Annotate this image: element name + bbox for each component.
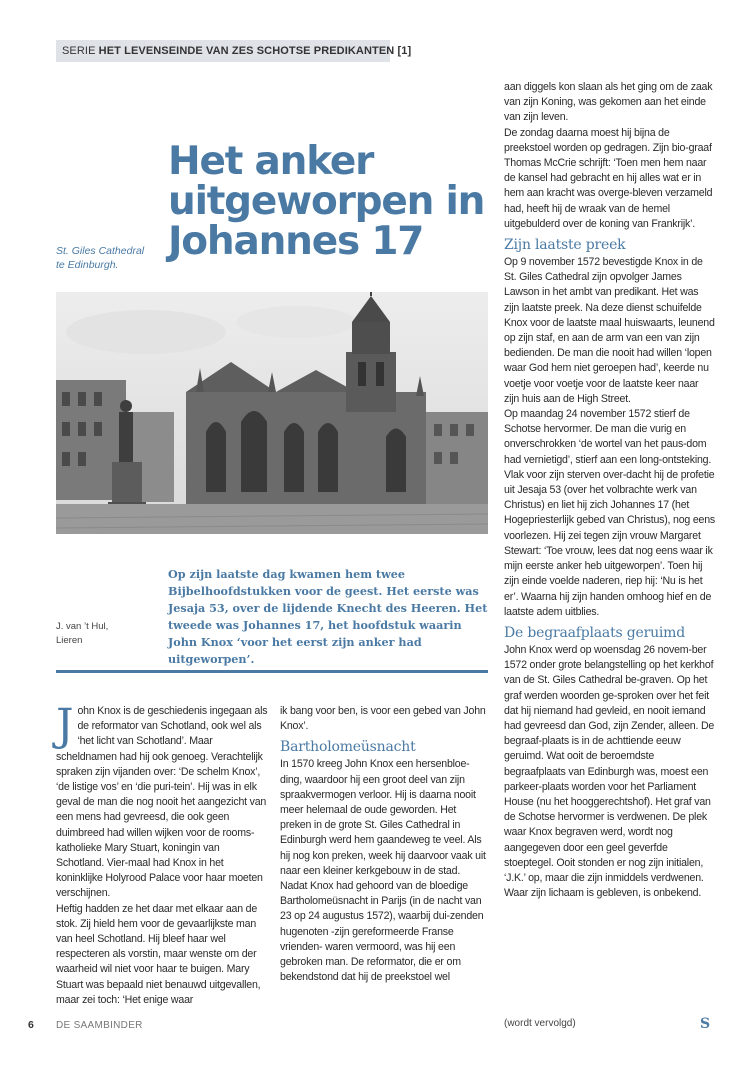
- author-credit: [56, 620, 108, 648]
- end-mark-icon: S: [700, 1016, 711, 1032]
- paragraph: Nadat Knox had gehoord van de bloedige Bartholomeüsnacht in Parijs (in de nacht van 23 op 24 augustus 1572), waarbij dui-zenden hugenoten -zijn gereformeerde Franse vrienden- waren vermoord, was hij een gebroken man. De reformator, die er om bekendstond dat hij de preekstoel wel: [280, 880, 484, 984]
- series-title: HET LEVENSEINDE VAN ZES SCHOTSE PREDIKANTEN [1]: [98, 45, 412, 57]
- paragraph: ohn Knox is de geschiedenis ingegaan als de reformator van Schotland, ook wel als ‘het licht van Schotland’. Maar scheldnamen had hij ook genoeg. Verachtelijk spraken zijn vijanden over: ‘De schelm Knox’, ‘de listige vos’ en ‘die puri-tein’. Hij was in elk geval de man die nog nooit het aangezicht van een mens had gevreesd, die ook geen duimbreed had willen wijken voor de rooms-katholieke Mary Stuart, koningin van Schotland. Vier-maal had Knox in het koninklijke Holyrood Palace voor haar moeten verschijnen.: [56, 705, 268, 900]
- intro-text: Op zijn laatste dag kwamen hem twee Bijbelhoofdstukken voor de geest. Het eerste was Jesaja 53, over de lijdende Knecht des Heeren. Het tweede was Johannes 17, het hoofdstuk waarin John Knox ‘voor het eerst zijn anker had uitgeworpen’.: [168, 567, 488, 666]
- cathedral-illustration: [56, 292, 488, 534]
- author-name: J. van ’t Hul,: [56, 621, 109, 632]
- author-place: Lieren: [56, 635, 83, 646]
- paragraph: Heftig hadden ze het daar met elkaar aan de stok. Zij hield hem voor de gevaarlijkste man van heel Schotland. Hij bleef haar wel respecteren als vorstin, maar wenste om der waarheid wil niet voor haar te buigen. Mary Stuart was bepaald niet benauwd uitgevallen, maar zei toch: ‘Het enige waar: [56, 902, 261, 1006]
- title-line-1: Het anker: [168, 139, 374, 184]
- title-line-2: uitgeworpen in: [168, 179, 485, 224]
- title-line-3: Johannes 17: [168, 219, 424, 264]
- paragraph: Op 9 november 1572 bevestigde Knox in de St. Giles Cathedral zijn opvolger James Lawson in het ambt van predikant. Het was zijn laatste preek. Na deze dienst schuifelde Knox voor de laatste maal huiswaarts, leunend op zijn staf, en aan de arm van een van zijn bedienden. De man die nooit had willen ‘lopen waar God hem niet geroepen had’, keerde nu voetje voor voetje voor de laatste keer naar zijn huis aan de High Street.: [504, 256, 715, 405]
- paragraph: ik bang voor ben, is voor een gebed van John Knox’.: [280, 705, 486, 733]
- paragraph: aan diggels kon slaan als het ging om de zaak van zijn Koning, was gekomen aan het einde van zijn leven.: [504, 81, 713, 124]
- section-heading: Zijn laatste preek: [504, 237, 626, 254]
- drop-cap: J: [56, 700, 74, 751]
- publication-name: DE SAAMBINDER: [56, 1020, 143, 1031]
- divider: [56, 670, 488, 673]
- paragraph: De zondag daarna moest hij bijna de preekstoel worden op gedragen. Zijn bio-graaf Thomas McCrie schrijft: ‘Toen men hem naar de kansel had gebracht en hij alles wat er in hem aan kracht was overge-bleven verzameld had, heeft hij de wraak van de hemel uitgebulderd over de koning van Frankrijk’.: [504, 126, 713, 230]
- article-title: [168, 139, 488, 264]
- photo-caption-line-2: te Edinburgh.: [56, 259, 119, 271]
- photo-caption: [56, 244, 144, 272]
- paragraph: Op maandag 24 november 1572 stierf de Schotse hervormer. De man die vurig en onverschrokken ‘de wortel van het paus-dom had vernietigd’, stierf aan een long-ontsteking. Vlak voor zijn sterven over-dacht hij de profetie uit Jesaja 53 (over het volbrachte werk van Christus) en liet hij zich Johannes 17 (het Hogepriesterlijk gebed van Christus), nog eens voorlezen. Hij zei tegen zijn vrouw Margaret Stewart: ‘Toe vrouw, lees dat nog eens waar ik mijn eerste anker heb uitgeworpen’. Toen hij zijn einde voelde naderen, riep hij: ‘Nu is het er’. Waarna hij zijn handen omhoog hief en de laatste adem uitblies.: [504, 408, 716, 618]
- paragraph: In 1570 kreeg John Knox een hersenbloe-ding, waardoor hij een groot deel van zijn spraakvermogen verloor. Hij is daarna nooit meer helemaal de oude geworden. Het preken in de grote St. Giles Cathedral in Edinburgh werd hem gaandeweg te veel. Als hij nog kon preken, week hij daarvoor vaak uit naar een kleiner kerkgebouw in de stad.: [280, 758, 486, 877]
- section-heading: Bartholomeüsnacht: [280, 739, 416, 756]
- column-2: [280, 704, 490, 985]
- series-label: SERIE: [62, 45, 96, 57]
- photo-caption-line-1: St. Giles Cathedral: [56, 245, 145, 257]
- section-heading: De begraafplaats geruimd: [504, 624, 686, 641]
- column-3: [504, 80, 716, 901]
- continued-note: (wordt vervolgd): [504, 1018, 576, 1029]
- paragraph: John Knox werd op woensdag 26 novem-ber 1572 onder grote belangstelling op het kerkhof van de St. Giles Cathedral be-graven. Op het graf werden woorden ge-sproken over het feit dat hij niemand had gevleid, en nooit iemand had gevreesd dan God, zijn Zender, alleen. De begraaf-plaats is in de achttiende eeuw geruimd. Wat ooit de beroemdste begraafplaats van Edinburgh was, moest een parkeer-plaats worden voor het Parliament House (nu het hooggerechtshof). Het graf van de Schotse hervormer is verdwenen. De plek waar Knox begraven werd, wordt nog aangegeven door een geel geverfde stoeptegel. Ooit stonden er nog zijn initialen, ‘J.K.’ op, maar die zijn inmiddels verdwenen. Waar zijn lichaam is gebleven, is onbekend.: [504, 643, 715, 900]
- series-banner: [56, 40, 412, 62]
- cathedral-photo: [56, 292, 488, 534]
- page-number: 6: [28, 1019, 34, 1031]
- column-1: [56, 700, 268, 1008]
